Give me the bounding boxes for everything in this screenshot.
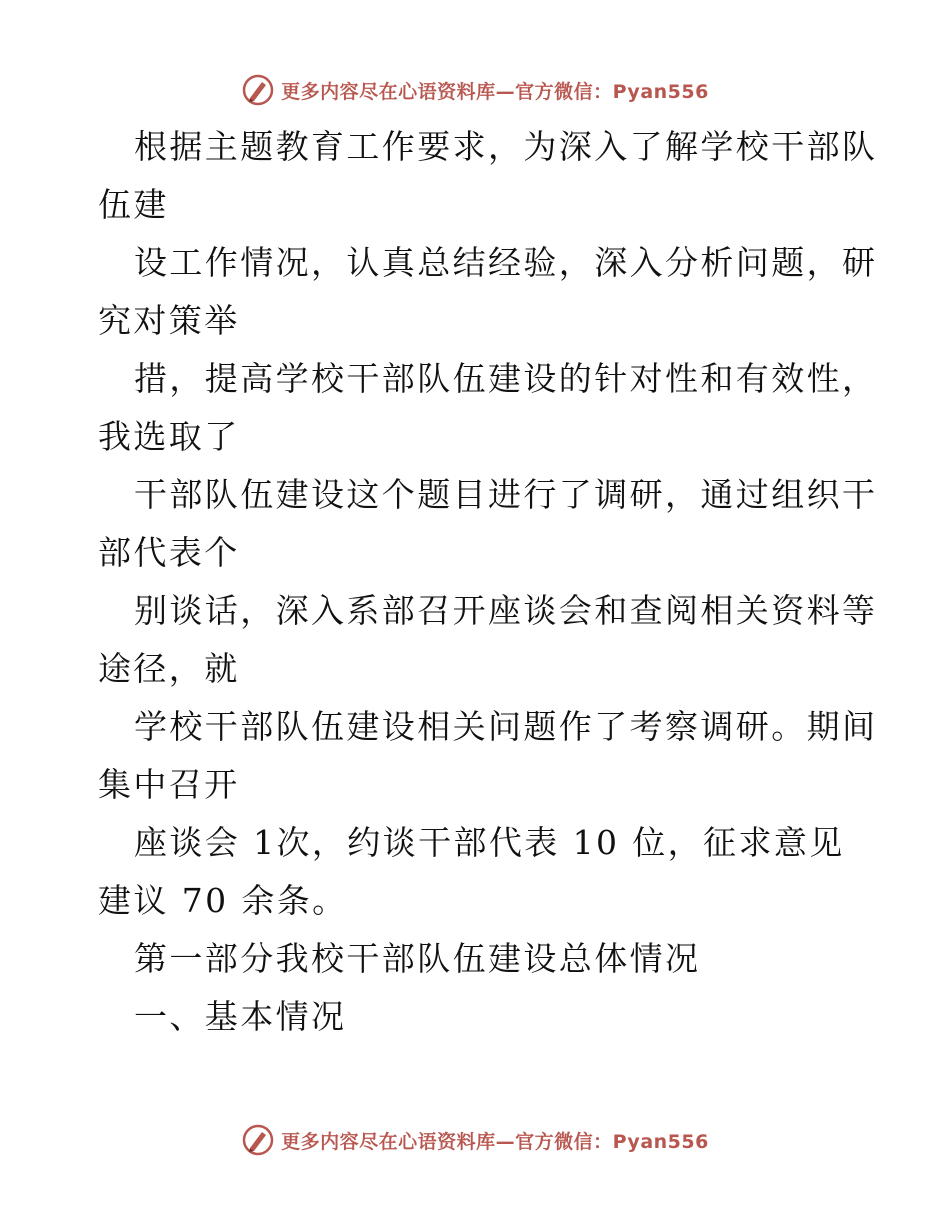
paragraph-line: 第一部分我校干部队伍建设总体情况 [134,939,701,978]
header-banner-text: 更多内容尽在心语资料库—官方微信：Pyan556 [281,80,709,103]
paragraph-line: 别谈话，深入系部召开座谈会和查阅相关资料等 [134,591,878,630]
paragraph-line: 设工作情况，认真总结经验，深入分析问题，研 [134,243,878,282]
pen-logo-icon [241,1123,275,1157]
paragraph-line: 途径，就 [98,649,240,688]
footer-banner [0,1120,950,1160]
pen-logo-icon [241,73,275,107]
paragraph-line: 究对策举 [98,301,240,340]
paragraph-line: 干部队伍建设这个题目进行了调研，通过组织干 [134,475,878,514]
paragraph-line: 伍建 [98,185,169,224]
paragraph-line: 我选取了 [98,417,240,456]
paragraph-line: 座谈会 1次，约谈干部代表 10 位，征求意见 [134,823,845,862]
paragraph-line: 学校干部队伍建设相关问题作了考察调研。期间 [134,707,878,746]
paragraph-line: 根据主题教育工作要求，为深入了解学校干部队 [134,127,878,166]
paragraph-line: 一、基本情况 [134,997,347,1036]
paragraph-line: 部代表个 [98,533,240,572]
footer-banner-text: 更多内容尽在心语资料库—官方微信：Pyan556 [281,1130,709,1153]
document-body [98,118,878,1046]
paragraph-line: 集中召开 [98,765,240,804]
paragraph-line: 措，提高学校干部队伍建设的针对性和有效性， [134,359,878,398]
paragraph-line: 建议 70 余条。 [98,881,348,920]
header-banner [0,70,950,110]
